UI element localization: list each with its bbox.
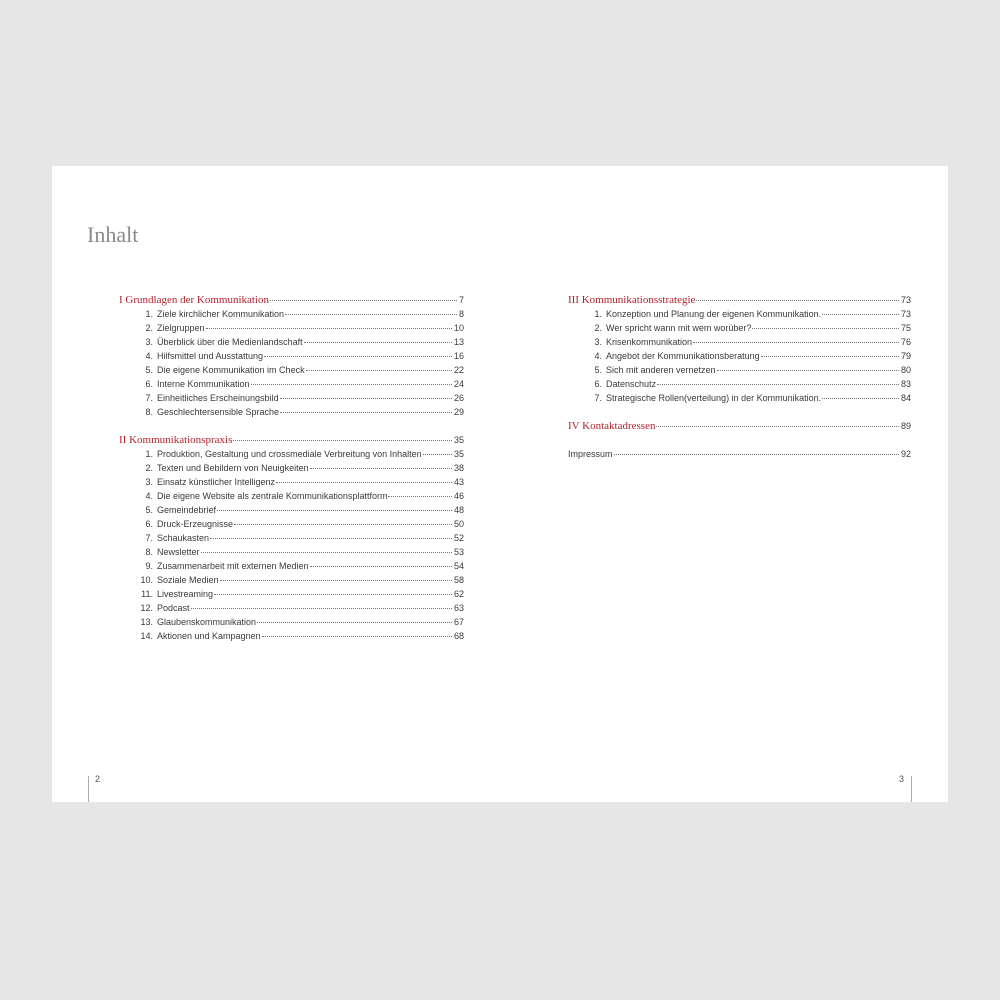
toc-page-number: 62 [453,589,464,599]
toc-entry-title: Texten und Bebildern von Neuigkeiten [157,463,309,473]
toc-page-number: 50 [453,519,464,529]
toc-leader [822,398,899,399]
toc-leader [761,356,899,357]
page-title: Inhalt [87,222,139,247]
toc-section-heading [119,433,464,447]
toc-leader [233,440,452,441]
toc-page-number: 89 [900,421,911,431]
toc-page-number: 76 [900,337,911,347]
toc-entry-number: 4. [594,351,602,361]
toc-entry [119,503,464,517]
toc-entry-number: 4. [145,491,153,501]
toc-entry-title: Einsatz künstlicher Intelligenz [157,477,276,487]
toc-entry [119,559,464,573]
toc-entry [119,447,464,461]
toc-entry-number: 5. [145,505,153,515]
toc-entry-title: Gemeindebrief [157,505,217,515]
toc-page-number: 54 [453,561,464,571]
toc-page-number: 58 [453,575,464,585]
toc-leader [214,594,452,595]
toc-entry [119,461,464,475]
toc-entry [119,405,464,419]
toc-page-number: 10 [453,323,464,333]
toc-section [568,447,911,461]
toc-leader [304,342,452,343]
toc-entry [568,391,911,405]
toc-page-number: 8 [458,309,464,319]
toc-entry-number: 2. [145,323,153,333]
toc-page-number: 73 [900,309,911,319]
toc-entry [119,321,464,335]
toc-section-title: III Kommunikationsstrategie [568,294,696,306]
toc-entry-number: 1. [145,309,153,319]
toc-leader [280,398,452,399]
toc-entry-number: 6. [594,379,602,389]
toc-section [119,433,464,643]
toc-section-heading [568,419,911,433]
toc-entry-number: 6. [145,379,153,389]
toc-entry [568,307,911,321]
toc-section-title: IV Kontaktadressen [568,420,656,432]
toc-entry-number: 2. [145,463,153,473]
toc-entry-title: Hilfsmittel und Ausstattung [157,351,264,361]
toc-page-number: 43 [453,477,464,487]
toc-entry-title: Zielgruppen [157,323,205,333]
page-number-left: 2 [95,774,101,784]
toc-entry-title: Krisenkommunikation [606,337,693,347]
toc-page-number: 80 [900,365,911,375]
toc-entry-title: Livestreaming [157,589,214,599]
toc-leader [656,426,899,427]
toc-entry [119,475,464,489]
toc-leader [696,300,899,301]
toc-section [568,419,911,433]
toc-page-number: 16 [453,351,464,361]
toc-leader [276,482,452,483]
toc-entry-number: 9. [145,561,153,571]
toc-leader [210,538,452,539]
toc-entry [119,349,464,363]
toc-leader [217,510,452,511]
toc-leader [310,468,452,469]
toc-entry-title: Geschlechtersensible Sprache [157,407,280,417]
toc-section-heading [568,447,911,461]
toc-leader [280,412,452,413]
toc-leader [657,384,899,385]
toc-entry-number: 1. [145,449,153,459]
toc-entry-title: Interne Kommunikation [157,379,250,389]
toc-leader [220,580,452,581]
toc-entry-title: Schaukasten [157,533,210,543]
toc-entry-number: 4. [145,351,153,361]
toc-entry-number: 13. [140,617,153,627]
toc-page-number: 26 [453,393,464,403]
toc-page-number: 67 [453,617,464,627]
toc-leader [614,454,899,455]
toc-leader [306,370,452,371]
toc-entry [119,531,464,545]
toc-leader [234,524,452,525]
toc-entry-title: Konzeption und Planung der eigenen Kommunikation. [606,309,822,319]
toc-entry-number: 8. [145,407,153,417]
toc-entry-title: Aktionen und Kampagnen [157,631,261,641]
toc-leader [693,342,899,343]
toc-entry [119,335,464,349]
toc-entry [119,629,464,643]
toc-entry-title: Die eigene Kommunikation im Check [157,365,305,375]
toc-entry [568,349,911,363]
book-spread [52,166,948,802]
toc-entry-title: Ziele kirchlicher Kommunikation [157,309,285,319]
toc-page-number: 35 [453,435,464,445]
toc-right-column [568,293,911,475]
toc-leader [822,314,899,315]
toc-leader [201,552,452,553]
toc-entry-number: 2. [594,323,602,333]
toc-page-number: 48 [453,505,464,515]
page-number-right: 3 [898,774,904,784]
toc-page-number: 83 [900,379,911,389]
toc-entry-number: 10. [140,575,153,585]
toc-entry-number: 3. [145,477,153,487]
toc-entry [568,321,911,335]
toc-page-number: 24 [453,379,464,389]
toc-entry-title: Druck-Erzeugnisse [157,519,234,529]
toc-entry-title: Glaubenskommunikation [157,617,257,627]
toc-entry [568,363,911,377]
toc-page-number: 75 [900,323,911,333]
toc-entry-title: Podcast [157,603,190,613]
toc-entry-number: 7. [594,393,602,403]
toc-leader [264,356,452,357]
toc-leader [388,496,452,497]
toc-page-number: 29 [453,407,464,417]
toc-section-heading [568,293,911,307]
toc-leader [191,608,452,609]
toc-page-number: 7 [458,295,464,305]
toc-entry-title: Zusammenarbeit mit externen Medien [157,561,309,571]
toc-entry [119,587,464,601]
toc-section-title: II Kommunikationspraxis [119,434,233,446]
toc-leader [206,328,452,329]
toc-entry [568,377,911,391]
toc-section [119,293,464,419]
toc-page-number: 52 [453,533,464,543]
toc-entry [119,307,464,321]
toc-entry-title: Soziale Medien [157,575,219,585]
toc-entry-number: 6. [145,519,153,529]
toc-entry-title: Produktion, Gestaltung und crossmediale Verbreitung von Inhalten [157,449,422,459]
toc-page-number: 73 [900,295,911,305]
toc-entry [119,573,464,587]
toc-entry-title: Einheitliches Erscheinungsbild [157,393,279,403]
toc-entry-title: Die eigene Website als zentrale Kommunikationsplattform [157,491,388,501]
toc-entry-title: Überblick über die Medienlandschaft [157,337,303,347]
toc-entry [119,601,464,615]
toc-entry-number: 7. [145,393,153,403]
toc-entry-title: Angebot der Kommunikationsberatung [606,351,760,361]
toc-entry-number: 1. [594,309,602,319]
toc-leader [310,566,452,567]
toc-entry [119,615,464,629]
toc-page-number: 79 [900,351,911,361]
toc-page-number: 35 [453,449,464,459]
toc-entry-number: 7. [145,533,153,543]
folio-rule-right [911,776,912,802]
toc-page-number: 63 [453,603,464,613]
toc-leader [752,328,899,329]
toc-section-title: Impressum [568,449,613,459]
toc-entry-number: 14. [140,631,153,641]
toc-entry [119,517,464,531]
toc-entry-title: Strategische Rollen(verteilung) in der Kommunikation. [606,393,822,403]
toc-entry [119,391,464,405]
toc-page-number: 92 [900,449,911,459]
folio-rule-left [88,776,89,802]
toc-entry [568,335,911,349]
toc-entry-title: Wer spricht wann mit wem worüber? [606,323,752,333]
toc-leader [717,370,899,371]
toc-page-number: 13 [453,337,464,347]
toc-entry [119,363,464,377]
toc-leader [257,622,452,623]
toc-entry-number: 12. [140,603,153,613]
toc-section-heading [119,293,464,307]
toc-entry-title: Datenschutz [606,379,657,389]
toc-leader [423,454,452,455]
toc-leader [251,384,452,385]
toc-entry-title: Newsletter [157,547,200,557]
toc-left-column [119,293,464,657]
toc-section [568,293,911,405]
toc-entry-number: 11. [141,589,153,599]
toc-entry-title: Sich mit anderen vernetzen [606,365,716,375]
toc-page-number: 38 [453,463,464,473]
toc-entry-number: 3. [594,337,602,347]
toc-entry [119,545,464,559]
toc-entry [119,489,464,503]
toc-page-number: 46 [453,491,464,501]
toc-entry-number: 8. [145,547,153,557]
toc-page-number: 53 [453,547,464,557]
toc-leader [285,314,457,315]
toc-page-number: 68 [453,631,464,641]
toc-entry-number: 5. [594,365,602,375]
toc-leader [262,636,452,637]
toc-entry-number: 5. [145,365,153,375]
toc-page-number: 22 [453,365,464,375]
toc-entry [119,377,464,391]
toc-entry-number: 3. [145,337,153,347]
toc-section-title: I Grundlagen der Kommunikation [119,294,269,306]
toc-leader [270,300,457,301]
toc-page-number: 84 [900,393,911,403]
